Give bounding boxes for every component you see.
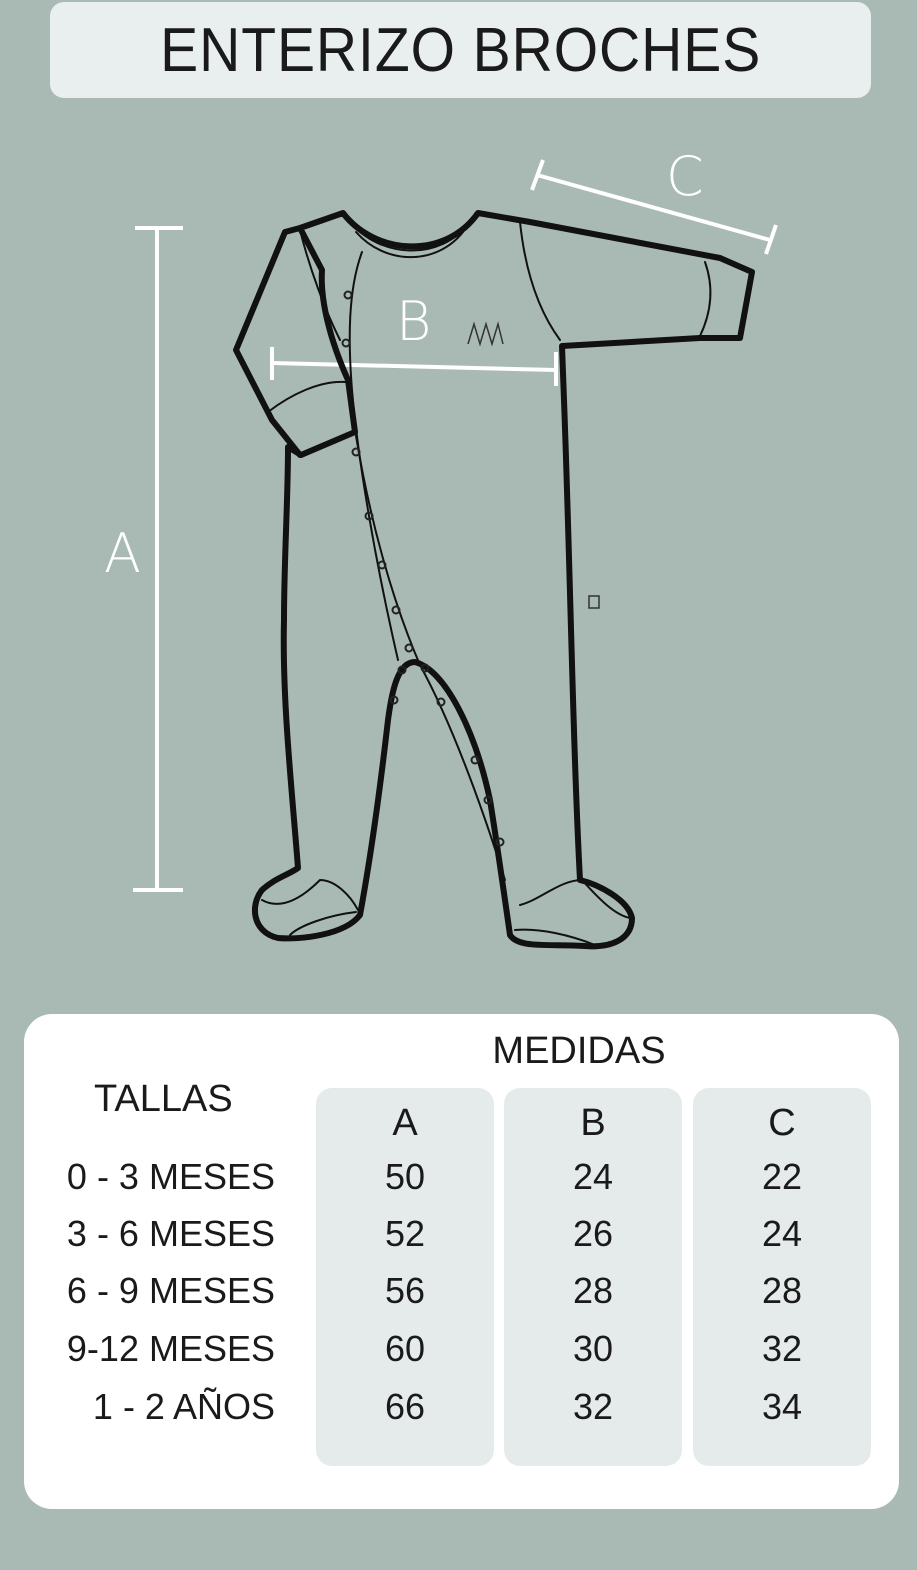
table-cell-a: 66: [384, 1386, 426, 1427]
dimension-c-label: C: [666, 145, 704, 208]
dimension-b: [272, 290, 556, 386]
table-cell-c: 22: [761, 1156, 803, 1197]
table-cell-b: 26: [572, 1213, 614, 1254]
table-cell-a: 50: [384, 1156, 426, 1197]
size-label: 6 - 9 MESES: [66, 1270, 275, 1311]
table-cell-b: 28: [572, 1270, 614, 1311]
table-cell-b: 24: [572, 1156, 614, 1197]
sizes-header: TALLAS: [94, 1078, 233, 1120]
table-cell-a: 56: [384, 1270, 426, 1311]
dimension-a: [104, 228, 183, 890]
table-cell-c: 24: [761, 1213, 803, 1254]
table-cell-c: 32: [761, 1328, 803, 1369]
dimension-c: [532, 145, 776, 254]
brand-logo-icon: [468, 324, 503, 344]
size-label: 1 - 2 AÑOS: [92, 1386, 275, 1427]
column-header-a: A: [392, 1102, 418, 1144]
table-cell-a: 60: [384, 1328, 426, 1369]
table-cell-c: 34: [761, 1386, 803, 1427]
size-label: 9-12 MESES: [66, 1328, 275, 1369]
dimension-a-label: A: [104, 522, 141, 585]
romper-outline: [236, 213, 752, 946]
dimension-b-label: B: [396, 290, 432, 353]
column-header-b: B: [580, 1102, 606, 1144]
size-table: [24, 1014, 899, 1509]
size-label: 0 - 3 MESES: [66, 1156, 275, 1197]
garment-tag-icon: [589, 596, 599, 608]
size-label: 3 - 6 MESES: [66, 1213, 275, 1254]
table-cell-b: 30: [572, 1328, 614, 1369]
table-cell-a: 52: [384, 1213, 426, 1254]
table-cell-b: 32: [572, 1386, 614, 1427]
table-cell-c: 28: [761, 1270, 803, 1311]
measures-header: MEDIDAS: [492, 1030, 666, 1072]
column-header-c: C: [768, 1102, 796, 1144]
page-title: ENTERIZO BROCHES: [159, 15, 762, 85]
